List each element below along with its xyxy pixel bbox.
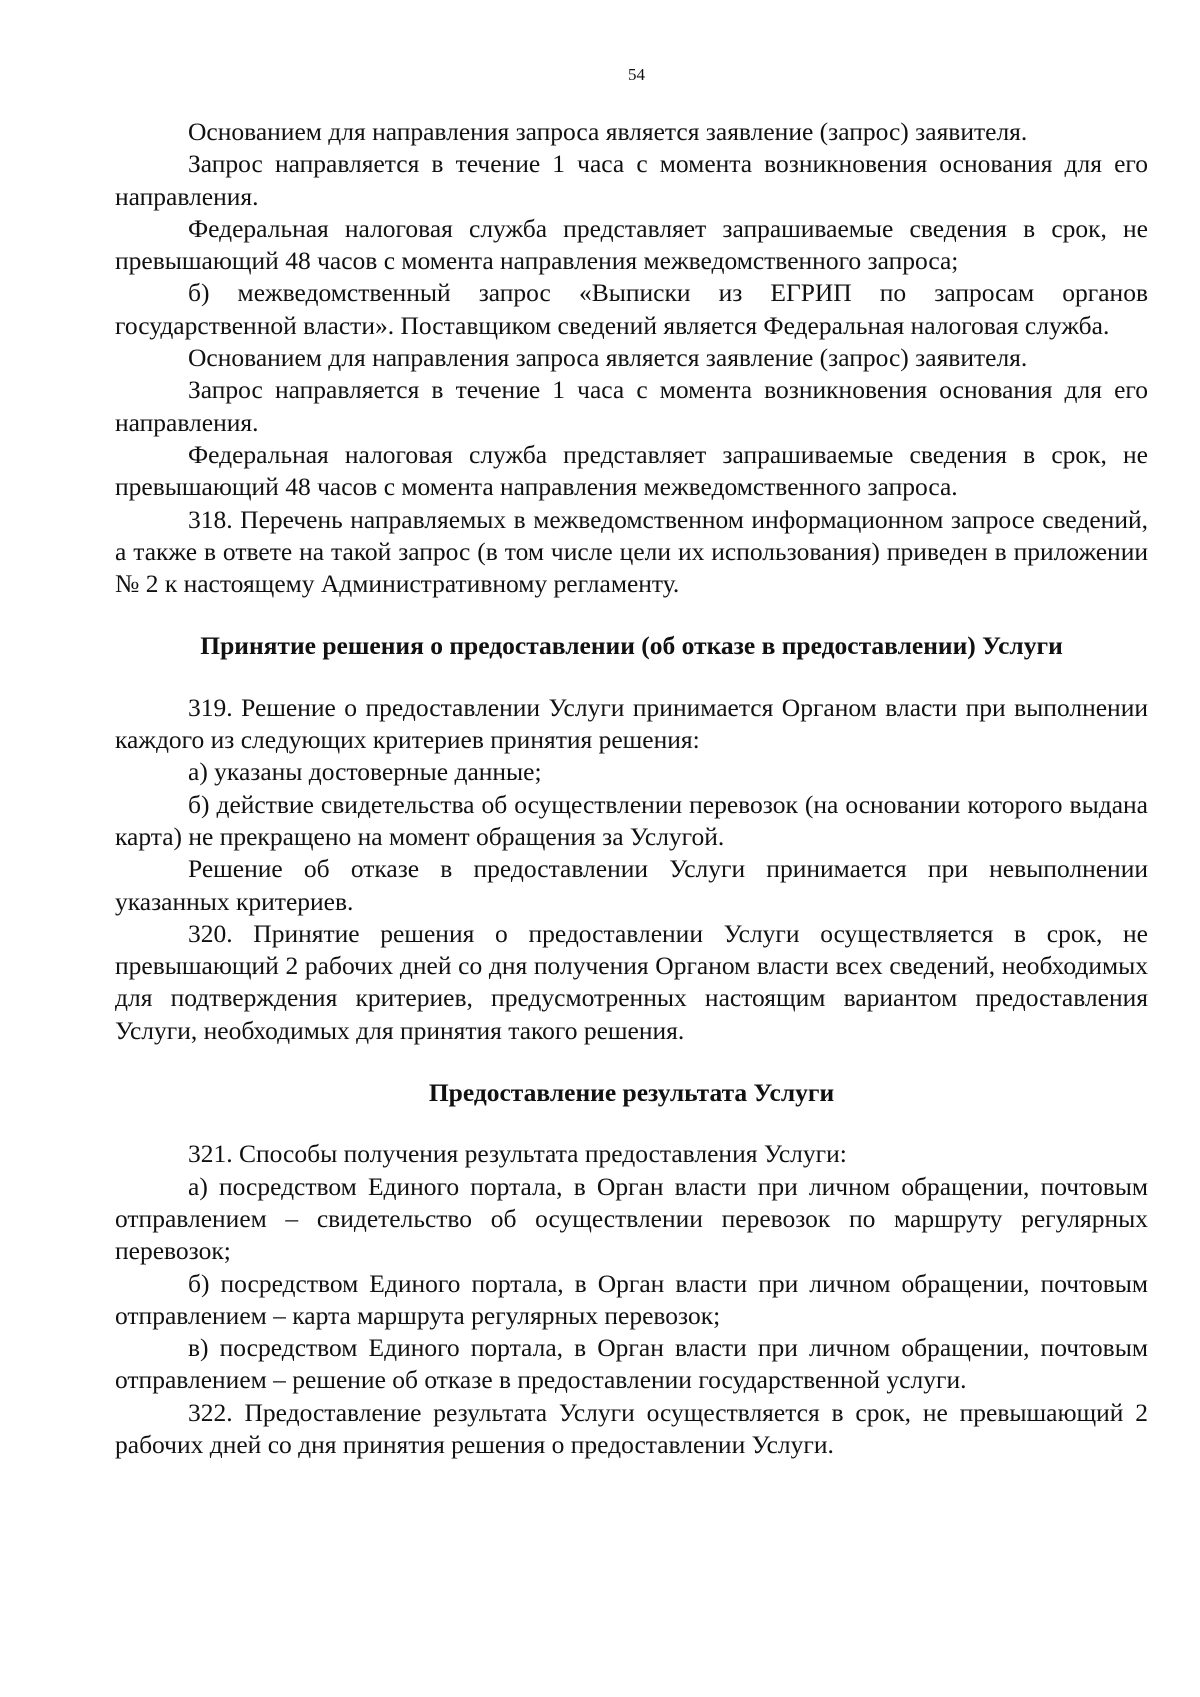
paragraph: б) действие свидетельства об осуществлении перевозок (на основании которого выдана карта) не прекращено на момент обращения за Услугой.	[115, 789, 1148, 851]
paragraph: 320. Принятие решения о предоставлении Услуги осуществляется в срок, не превышающий 2 рабочих дней со дня получения Органом власти всех сведений, необходимых для подтверждения критериев, предусмотренных настоящим вариантом предоставления Услуги, необходимых для принятия такого решения.	[115, 918, 1148, 1045]
paragraph: Основанием для направления запроса является заявление (запрос) заявителя.	[188, 117, 1028, 146]
paragraph: 322. Предоставление результата Услуги осуществляется в срок, не превышающий 2 рабочих дней со дня принятия решения о предоставлении Услуги.	[115, 1397, 1148, 1459]
paragraph: 318. Перечень направляемых в межведомственном информационном запросе сведений, а также в ответе на такой запрос (в том числе цели их использования) приведен в приложении № 2 к настоящему Административному регламенту.	[115, 504, 1148, 599]
paragraph: а) посредством Единого портала, в Орган власти при личном обращении, почтовым отправлением – свидетельство об осуществлении перевозок по маршруту регулярных перевозок;	[115, 1171, 1148, 1266]
section-heading: Предоставление результата Услуги	[428, 1078, 835, 1108]
paragraph: в) посредством Единого портала, в Орган власти при личном обращении, почтовым отправлением – решение об отказе в предоставлении государственной услуги.	[115, 1333, 1148, 1395]
paragraph: б) межведомственный запрос «Выписки из ЕГРИП по запросам органов государственной власти». Поставщиком сведений является Федеральная налоговая служба.	[115, 278, 1148, 340]
section-heading: Принятие решения о предоставлении (об отказе в предоставлении) Услуги	[200, 631, 1063, 661]
paragraph: Федеральная налоговая служба представляет запрашиваемые сведения в срок, не превышающий 48 часов с момента направления межведомственного запроса;	[115, 213, 1148, 276]
paragraph: 319. Решение о предоставлении Услуги принимается Органом власти при выполнении каждого из следующих критериев принятия решения:	[115, 692, 1148, 755]
paragraph: Решение об отказе в предоставлении Услуги принимается при невыполнении указанных критериев.	[115, 854, 1148, 916]
paragraph: Основанием для направления запроса является заявление (запрос) заявителя.	[188, 343, 1028, 373]
paragraph: Запрос направляется в течение 1 часа с момента возникновения основания для его направления.	[115, 149, 1148, 211]
paragraph: а) указаны достоверные данные;	[188, 757, 542, 787]
paragraph: б) посредством Единого портала, в Орган власти при личном обращении, почтовым отправлением – карта маршрута регулярных перевозок;	[115, 1268, 1148, 1330]
page-number: 54	[628, 65, 645, 84]
paragraph: Федеральная налоговая служба представляет запрашиваемые сведения в срок, не превышающий 48 часов с момента направления межведомственного запроса.	[115, 439, 1148, 502]
paragraph: 321. Способы получения результата предоставления Услуги:	[188, 1139, 847, 1169]
paragraph: Запрос направляется в течение 1 часа с момента возникновения основания для его направления.	[115, 375, 1148, 437]
